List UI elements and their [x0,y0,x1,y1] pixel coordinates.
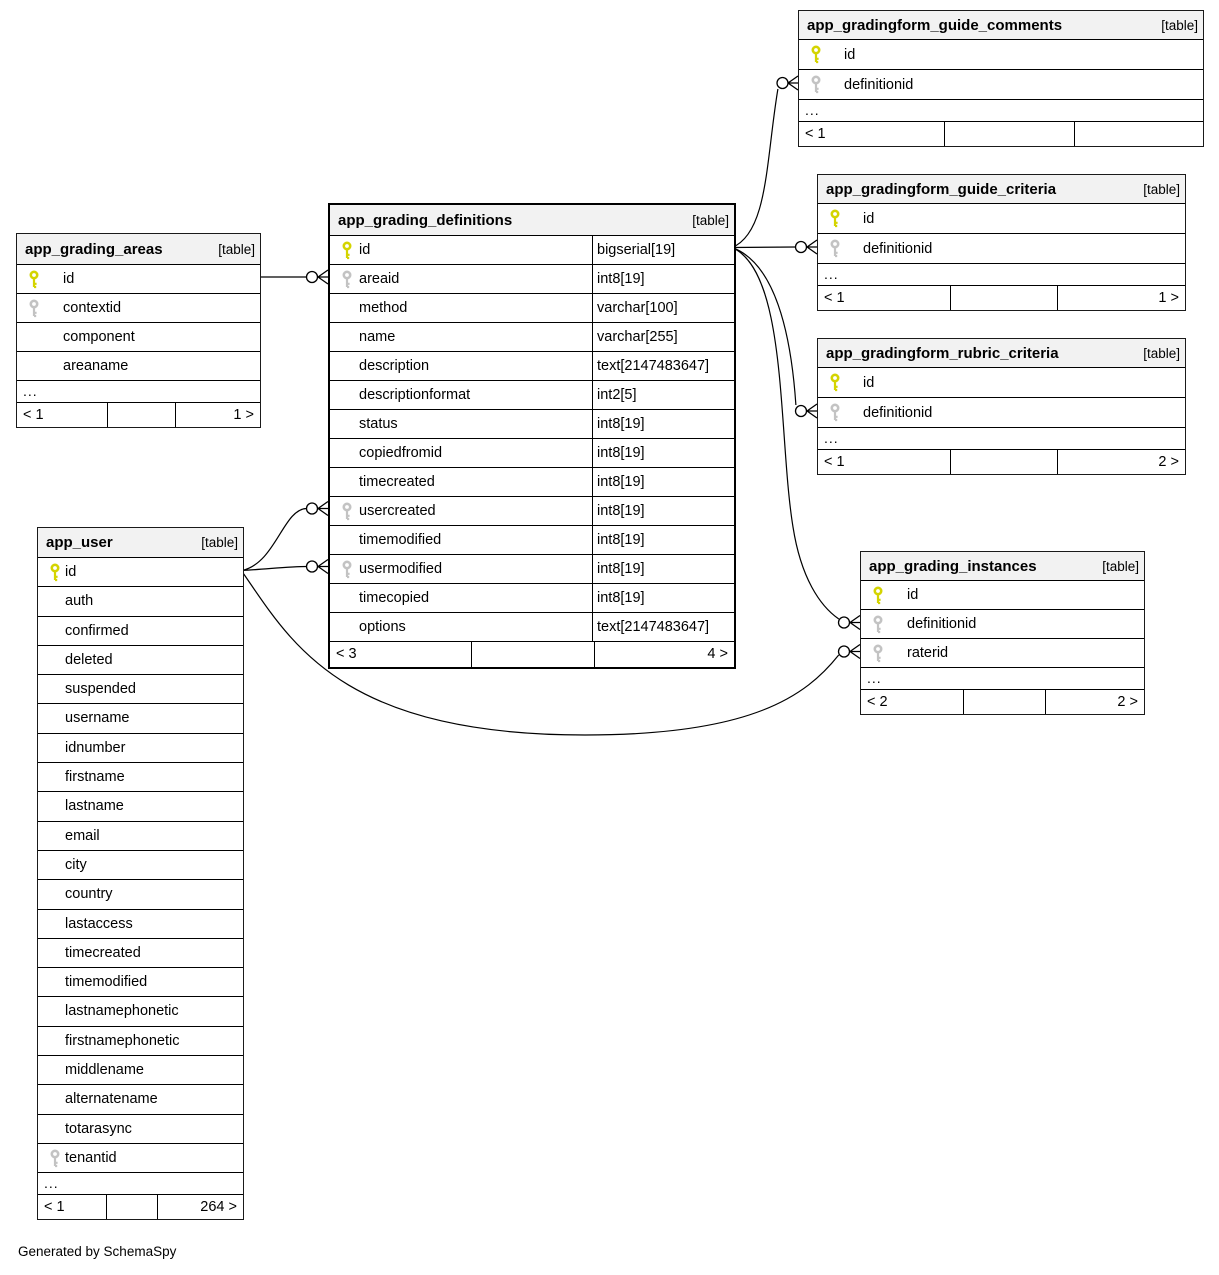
column-type: int8[19] [592,439,734,467]
column-type: int8[19] [592,468,734,496]
column-row-id [38,557,243,586]
foreign-key-icon [341,270,353,290]
column-row-definitionid [818,397,1185,427]
footer-cell-right: 2 > [1045,690,1144,714]
column-type: bigserial[19] [592,236,734,264]
column-row-id [861,580,1144,609]
column-name: middlename [65,1062,144,1079]
table-header[interactable] [330,205,734,235]
table-app_grading_instances[interactable] [860,551,1145,715]
foreign-key-icon [49,1149,61,1169]
column-name: lastnamephonetic [65,1003,179,1020]
column-row-lastnamephonetic [38,996,243,1025]
footer-cell-right: 2 > [1057,450,1185,474]
column-type: varchar[100] [592,294,734,322]
table-header[interactable] [818,175,1185,203]
foreign-key-icon [829,239,841,259]
column-name: lastaccess [65,915,133,932]
column-name: tenantid [65,1149,117,1166]
table-tag: [table] [1143,181,1180,197]
column-name: descriptionformat [359,387,471,403]
column-name: areaid [359,271,400,287]
table-header[interactable] [861,552,1144,580]
primary-key-icon [872,586,884,606]
column-row-lastaccess [38,909,243,938]
column-name: usercreated [359,503,436,519]
column-name: firstname [65,769,125,786]
table-tag: [table] [201,535,238,550]
column-row-areaname [17,351,260,380]
column-row-status [330,409,734,438]
relationship-definitions-id-guide-comments-definitionid [732,76,798,248]
table-name: app_gradingform_rubric_criteria [826,344,1059,362]
column-name: component [63,329,135,345]
footer-cell-left: < 1 [44,1199,65,1216]
column-name: confirmed [65,622,129,639]
column-name: city [65,856,87,873]
column-type: int8[19] [592,584,734,612]
relationship-definitions-id-guide-criteria-definitionid [732,240,817,254]
table-name: app_gradingform_guide_criteria [826,180,1057,198]
column-row-options [330,612,734,641]
column-name: status [359,416,398,432]
table-app_grading_definitions[interactable] [328,203,736,669]
more-columns-indicator: ... [818,427,1185,449]
table-tag: [table] [692,212,729,228]
column-name: username [65,710,130,727]
relationship-areas-id-definitions-areaid [259,270,328,284]
column-name: timecreated [359,474,435,490]
column-row-timecreated [330,467,734,496]
column-name: definitionid [863,241,933,257]
column-name: totarasync [65,1120,132,1137]
table-tag: [table] [1102,558,1139,574]
column-type: int8[19] [592,410,734,438]
column-row-lastname [38,791,243,820]
column-name: lastname [65,798,124,815]
column-name: areaname [63,358,129,374]
column-row-username [38,703,243,732]
generator-note: Generated by SchemaSpy [18,1244,177,1259]
column-row-totarasync [38,1114,243,1143]
column-row-copiedfromid [330,438,734,467]
column-name: timecreated [65,944,141,961]
column-name: description [359,358,430,374]
footer-cell-left: < 3 [336,646,357,662]
column-name: definitionid [907,616,977,632]
column-name: country [65,886,113,903]
column-row-method [330,293,734,322]
footer-cell-middle [950,450,1056,474]
column-row-idnumber [38,733,243,762]
table-footer [861,689,1144,714]
column-name: auth [65,593,94,610]
column-row-email [38,821,243,850]
primary-key-icon [829,209,841,229]
column-name: id [844,47,856,63]
more-columns-indicator: ... [17,380,260,402]
table-footer [799,121,1203,146]
foreign-key-icon [810,75,822,95]
column-name: id [907,587,919,603]
footer-cell-middle [963,690,1045,714]
column-name: email [65,827,100,844]
column-name: id [65,564,77,580]
table-app_user[interactable] [37,527,244,1220]
column-row-id [818,367,1185,397]
column-type: int8[19] [592,497,734,525]
footer-cell-right: 264 > [157,1195,243,1219]
column-name: raterid [907,645,949,661]
table-header[interactable] [38,528,243,557]
column-row-component [17,322,260,351]
column-name: definitionid [844,77,914,93]
table-name: app_grading_areas [25,240,163,258]
foreign-key-icon [341,502,353,522]
table-header[interactable] [818,339,1185,367]
footer-cell-left: < 1 [23,407,44,423]
footer-cell-right: 1 > [1057,286,1185,310]
primary-key-icon [28,270,40,290]
column-name: firstnamephonetic [65,1032,180,1049]
table-name: app_grading_instances [869,557,1037,575]
column-row-country [38,879,243,908]
column-name: name [359,329,396,345]
column-name: id [63,271,75,287]
table-footer [818,449,1185,474]
column-row-id [799,39,1203,69]
foreign-key-icon [341,560,353,580]
column-row-raterid [861,638,1144,667]
column-row-areaid [330,264,734,293]
column-row-firstnamephonetic [38,1026,243,1055]
column-row-deleted [38,645,243,674]
column-name: suspended [65,681,136,698]
column-row-timecopied [330,583,734,612]
table-name: app_gradingform_guide_comments [807,16,1063,34]
column-row-description [330,351,734,380]
table-tag: [table] [218,241,255,257]
column-row-auth [38,586,243,615]
footer-cell-middle [471,642,593,667]
foreign-key-icon [872,615,884,635]
primary-key-icon [829,373,841,393]
column-row-middlename [38,1055,243,1084]
relationship-definitions-id-rubric-criteria-definitionid [732,248,817,419]
column-name: idnumber [65,739,126,756]
column-row-tenantid [38,1143,243,1172]
column-row-definitionid [861,609,1144,638]
table-footer [330,641,734,667]
table-app_gradingform_rubric_criteria[interactable] [817,338,1186,475]
column-row-definitionid [818,233,1185,263]
column-name: timecopied [359,590,430,606]
table-header[interactable] [799,11,1203,39]
column-row-firstname [38,762,243,791]
footer-cell-left: < 2 [867,694,888,710]
footer-cell-middle [950,286,1056,310]
column-type: int2[5] [592,381,734,409]
column-row-timemodified [38,967,243,996]
column-type: text[2147483647] [592,352,734,380]
table-header[interactable] [17,234,260,264]
column-row-definitionid [799,69,1203,99]
column-type: varchar[255] [592,323,734,351]
column-row-id [818,203,1185,233]
foreign-key-icon [28,299,40,319]
more-columns-indicator: ... [38,1172,243,1194]
column-name: alternatename [65,1091,158,1108]
table-app_gradingform_guide_criteria[interactable] [817,174,1186,311]
column-name: deleted [65,651,113,668]
primary-key-icon [341,241,353,261]
footer-cell-right: 4 > [594,642,734,667]
column-row-timecreated [38,938,243,967]
foreign-key-icon [829,403,841,423]
column-name: id [863,211,875,227]
column-row-city [38,850,243,879]
table-footer [17,402,260,427]
table-footer [38,1194,243,1219]
table-app_gradingform_guide_comments[interactable] [798,10,1204,147]
footer-cell-middle [944,122,1073,146]
footer-cell-left: < 1 [805,126,826,142]
column-type: int8[19] [592,526,734,554]
table-app_grading_areas[interactable] [16,233,261,428]
primary-key-icon [49,563,61,583]
column-row-id [17,264,260,293]
column-row-contextid [17,293,260,322]
column-type: int8[19] [592,265,734,293]
foreign-key-icon [872,644,884,664]
footer-cell-middle [106,1195,157,1219]
column-name: id [359,242,371,258]
primary-key-icon [810,45,822,65]
column-name: definitionid [863,405,933,421]
column-name: copiedfromid [359,445,443,461]
footer-cell-left: < 1 [824,290,845,306]
table-tag: [table] [1161,17,1198,33]
column-name: usermodified [359,561,443,577]
relationship-user-id-definitions-usercreated [242,502,328,571]
column-row-usermodified [330,554,734,583]
footer-cell-middle [107,403,175,427]
column-name: contextid [63,300,122,316]
table-footer [818,285,1185,310]
column-row-descriptionformat [330,380,734,409]
column-row-id [330,235,734,264]
column-type: int8[19] [592,555,734,583]
column-row-confirmed [38,616,243,645]
column-row-name [330,322,734,351]
footer-cell-left: < 1 [824,454,845,470]
column-name: timemodified [65,974,148,991]
more-columns-indicator: ... [861,667,1144,689]
column-row-usercreated [330,496,734,525]
footer-cell-right [1074,122,1203,146]
table-tag: [table] [1143,345,1180,361]
column-type: text[2147483647] [592,613,734,641]
column-name: options [359,619,406,635]
more-columns-indicator: ... [799,99,1203,121]
column-row-timemodified [330,525,734,554]
column-name: id [863,375,875,391]
footer-cell-right: 1 > [175,403,260,427]
relationship-user-id-definitions-usermodified [242,560,328,574]
more-columns-indicator: ... [818,263,1185,285]
table-name: app_grading_definitions [338,211,513,229]
table-name: app_user [46,534,113,551]
column-row-suspended [38,674,243,703]
column-row-alternatename [38,1084,243,1113]
column-name: timemodified [359,532,442,548]
column-name: method [359,300,408,316]
